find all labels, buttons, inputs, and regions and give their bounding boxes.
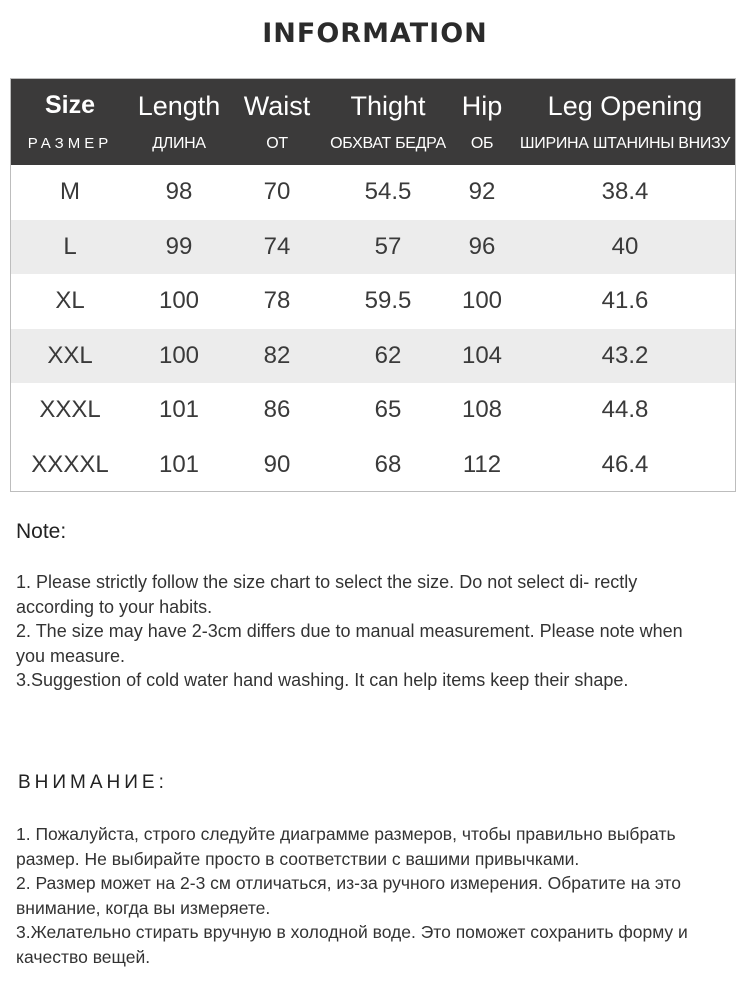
- note-heading: Note:: [16, 520, 67, 543]
- page-title: INFORMATION: [262, 18, 488, 49]
- thigh-cell: 59.5: [364, 287, 412, 314]
- hip-cell: 100: [461, 287, 503, 314]
- hip-cell: 92: [468, 178, 496, 205]
- attention-item: 3.Желательно стирать вручную в холодной воде. Это поможет сохранить форму и качество вещей.: [16, 922, 688, 967]
- header-ru-label: ОТ: [266, 135, 288, 152]
- header-en-label: Waist: [243, 91, 311, 121]
- header-ru-label: РАЗМЕР: [27, 135, 113, 152]
- header-length: [129, 79, 229, 165]
- header-ru-label: ОБ: [470, 135, 494, 152]
- hip-cell: 96: [468, 232, 496, 260]
- header-thight: [325, 79, 451, 165]
- note-item: 1. Please strictly follow the size chart to select the size. Do not select di- rectly according to your habits.: [16, 572, 638, 617]
- leg-opening-cell: 46.4: [601, 450, 649, 478]
- thigh-cell: 62: [374, 341, 402, 369]
- table-row: [11, 438, 736, 493]
- header-leg-opening: [513, 79, 736, 165]
- note-list: [16, 570, 716, 693]
- attention-list: [16, 822, 726, 969]
- leg-opening-cell: 41.6: [601, 287, 649, 314]
- length-cell: 99: [165, 232, 193, 260]
- waist-cell: 70: [263, 178, 291, 205]
- waist-cell: 86: [263, 396, 291, 423]
- waist-cell: 82: [263, 341, 291, 369]
- thigh-cell: 57: [374, 232, 402, 260]
- note-item: 2. The size may have 2-3cm differs due to manual measurement. Please note when you measure.: [16, 621, 683, 666]
- hip-cell: 108: [461, 396, 503, 423]
- table-row: [11, 165, 736, 220]
- header-hip: [451, 79, 513, 165]
- size-cell: XXXL: [39, 396, 101, 423]
- leg-opening-cell: 38.4: [601, 178, 649, 205]
- attention-item: 2. Размер может на 2-3 см отличаться, из-за ручного измерения. Обратите на это внимание, когда вы измеряете.: [16, 873, 681, 918]
- table-row: [11, 383, 736, 438]
- header-en-label: Size: [44, 91, 96, 119]
- attention-item: 1. Пожалуйста, строго следуйте диаграмме размеров, чтобы правильно выбрать размер. Не выбирайте просто в соответствии с вашими привычками.: [16, 824, 676, 869]
- thigh-cell: 54.5: [364, 178, 412, 205]
- header-ru-label: ДЛИНА: [152, 135, 206, 152]
- header-ru-label: ОБХВАТ БЕДРА: [330, 135, 446, 152]
- hip-cell: 112: [462, 450, 502, 478]
- header-en-label: Leg Opening: [547, 91, 703, 121]
- table-header: [11, 79, 736, 165]
- table-row: [11, 329, 736, 384]
- header-en-label: Thight: [350, 91, 426, 121]
- waist-cell: 90: [263, 450, 291, 478]
- header-ru-label: ШИРИНА ШТАНИНЫ ВНИЗУ: [519, 135, 731, 152]
- size-cell: M: [60, 178, 80, 205]
- leg-opening-cell: 40: [611, 232, 639, 260]
- note-item: 3.Suggestion of cold water hand washing. It can help items keep their shape.: [16, 670, 629, 690]
- waist-cell: 78: [263, 287, 291, 314]
- thigh-cell: 68: [374, 450, 402, 478]
- length-cell: 101: [158, 396, 200, 423]
- hip-cell: 104: [461, 341, 503, 369]
- size-cell: L: [63, 232, 77, 260]
- length-cell: 98: [165, 178, 193, 205]
- thigh-cell: 65: [374, 396, 402, 423]
- size-chart-table: [10, 78, 736, 492]
- header-size: [11, 79, 129, 165]
- size-cell: XXXXL: [31, 450, 109, 478]
- attention-heading: ВНИМАНИЕ:: [18, 772, 168, 793]
- header-waist: [229, 79, 325, 165]
- size-cell: XXL: [47, 341, 93, 369]
- table-row: [11, 220, 736, 275]
- header-en-label: Length: [137, 91, 221, 121]
- length-cell: 101: [158, 450, 200, 478]
- leg-opening-cell: 44.8: [601, 396, 649, 423]
- size-cell: XL: [55, 287, 85, 314]
- table-row: [11, 274, 736, 329]
- waist-cell: 74: [263, 232, 291, 260]
- header-en-label: Hip: [461, 91, 503, 121]
- leg-opening-cell: 43.2: [601, 341, 649, 369]
- length-cell: 100: [158, 341, 200, 369]
- length-cell: 100: [158, 287, 200, 314]
